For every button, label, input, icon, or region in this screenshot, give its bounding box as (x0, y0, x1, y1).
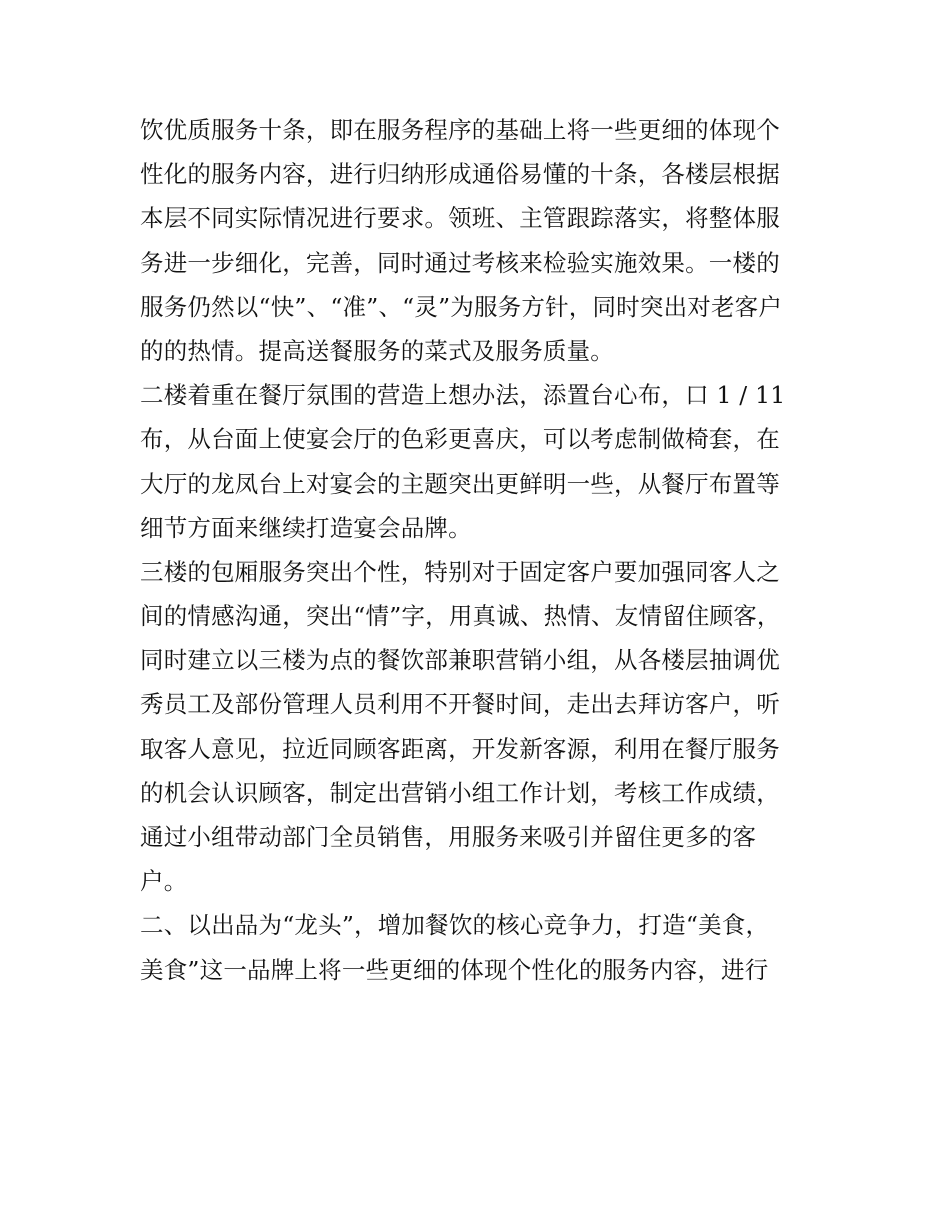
text-line: 本层不同实际情况进行要求。领班、主管跟踪落实，将整体服 (140, 204, 780, 233)
text-line: 的机会认识顾客，制定出营销小组工作计划，考核工作成绩， (140, 778, 780, 807)
text-line: 三楼的包厢服务突出个性，特别对于固定客户要加强同客人之 (140, 557, 780, 586)
paragraph-second-floor-banquet (140, 373, 820, 550)
document-body (140, 108, 820, 992)
text-line: 务进一步细化，完善，同时通过考核来检验实施效果。一楼的 (140, 248, 780, 277)
text-line: 饮优质服务十条，即在服务程序的基础上将一些更细的体现个 (140, 116, 780, 144)
text-line: 服务仍然以“快”、“准”、“灵”为服务方针，同时突出对老客户 (140, 292, 783, 321)
text-line: 布，从台面上使宴会厅的色彩更喜庆，可以考虑制做椅套，在 (140, 425, 780, 454)
text-line: 通过小组带动部门全员销售，用服务来吸引并留住更多的客 (140, 823, 757, 851)
text-line: 的的热情。提高送餐服务的菜式及服务质量。 (140, 336, 614, 365)
text-line: 二、以出品为“龙头”，增加餐饮的核心竞争力，打造“美食， (140, 911, 770, 940)
text-line: 取客人意见，拉近同顾客距离，开发新客源，利用在餐厅服务 (140, 734, 780, 763)
text-line-with-page-number: 二楼着重在餐厅氛围的营造上想办法，添置台心布，口 1 / 11 (140, 381, 786, 410)
text-line: 大厅的龙凤台上对宴会的主题突出更鲜明一些，从餐厅布置等 (140, 469, 780, 498)
text-line: 细节方面来继续打造宴会品牌。 (140, 513, 472, 542)
text-line: 性化的服务内容，进行归纳形成通俗易懂的十条，各楼层根据 (140, 160, 780, 189)
text-line: 间的情感沟通，突出“情”字，用真诚、热情、友情留住顾客， (140, 602, 781, 631)
text-line: 美食”这一品牌上将一些更细的体现个性化的服务内容，进行 (140, 955, 769, 984)
text-line: 秀员工及部份管理人员利用不开餐时间，走出去拜访客户，听 (140, 690, 780, 719)
paragraph-section-two-cuisine (140, 903, 820, 991)
text-line: 户。 (140, 867, 188, 896)
paragraph-first-floor-service (140, 108, 820, 373)
paragraph-third-floor-private-rooms (140, 550, 820, 904)
text-line: 同时建立以三楼为点的餐饮部兼职营销小组，从各楼层抽调优 (140, 646, 780, 675)
